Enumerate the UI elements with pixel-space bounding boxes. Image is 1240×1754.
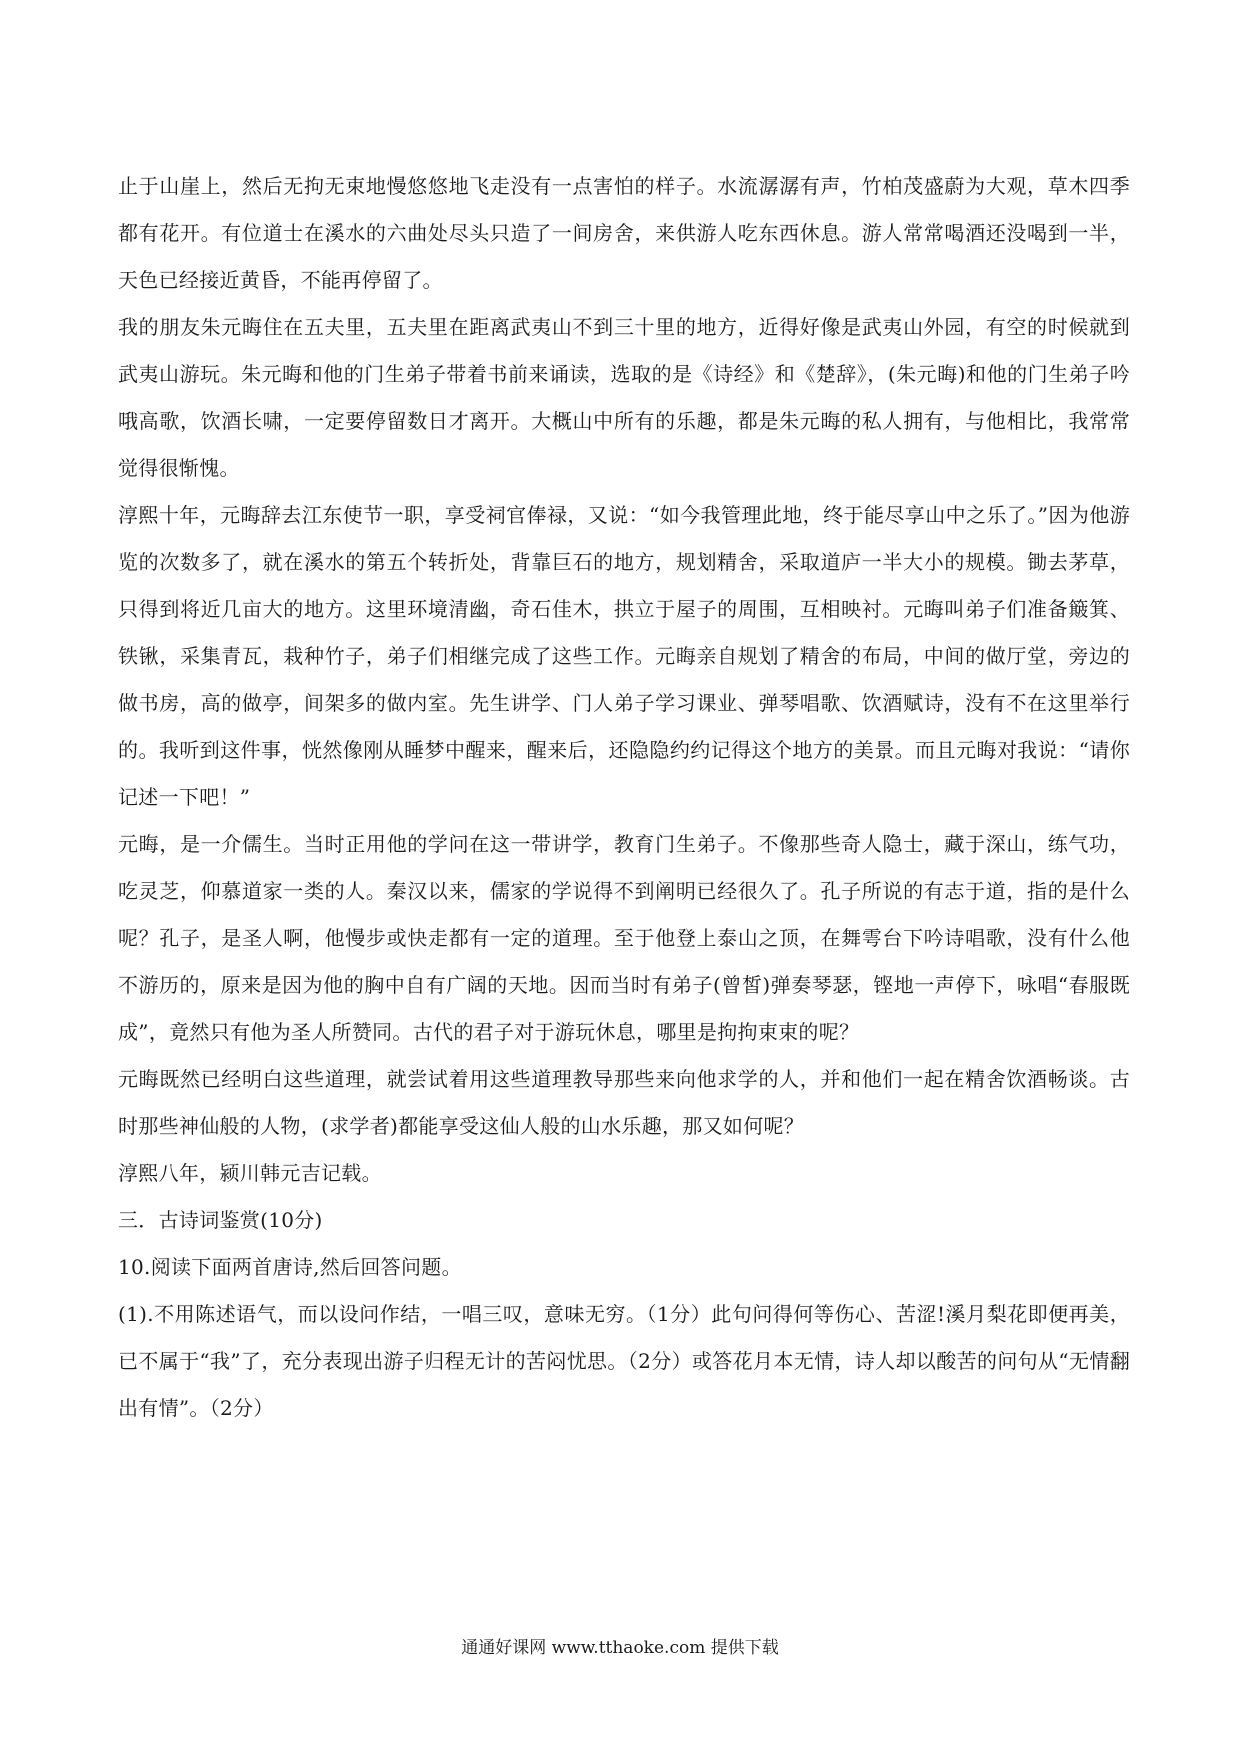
paragraph-4: 元晦，是一介儒生。当时正用他的学问在这一带讲学，教育门生弟子。不像那些奇人隐士，藏于深山，练气功，吃灵芝，仰慕道家一类的人。秦汉以来，儒家的学说得不到阐明已经很久了。孔子所说的有志于道，指的是什么呢？孔子，是圣人啊，他慢步或快走都有一定的道理。至于他登上泰山之顶，在舞雩台下吟诗唱歌，没有什么他不游历的，原来是因为他的胸中自有广阔的天地。因而当时有弟子(曾皙)弹奏琴瑟，铿地一声停下，咏唱“春服既成”，竟然只有他为圣人所赞同。古代的君子对于游玩休息，哪里是拘拘束束的呢？ [118,832,1130,1044]
answer-1: (1).不用陈述语气，而以设问作结，一唱三叹，意味无穷。（1分）此句问得何等伤心、苦涩!溪月梨花即便再美，已不属于“我”了，充分表现出游子归程无计的苦闷忧思。（2分）或答花月本无情，诗人却以酸苦的问句从“无情翻出有情”。（2分） [118,1302,1130,1420]
question-10: 10.阅读下面两首唐诗,然后回答问题。 [118,1255,462,1279]
page-footer: 通通好课网 www.tthaoke.com 提供下载 [461,1638,779,1658]
paragraph-1: 止于山崖上，然后无拘无束地慢悠悠地飞走没有一点害怕的样子。水流潺潺有声，竹柏茂盛蔚为大观，草木四季都有花开。有位道士在溪水的六曲处尽头只造了一间房舍，来供游人吃东西休息。游人常常喝酒还没喝到一半，天色已经接近黄昏，不能再停留了。 [118,174,1130,292]
section-heading: 三．古诗词鉴赏(10分) [118,1208,323,1232]
paragraph-5: 元晦既然已经明白这些道理，就尝试着用这些道理教导那些来向他求学的人，并和他们一起在精舍饮酒畅谈。古时那些神仙般的人物，(求学者)都能享受这仙人般的山水乐趣，那又如何呢？ [118,1067,1130,1138]
paragraph-2: 我的朋友朱元晦住在五夫里，五夫里在距离武夷山不到三十里的地方，近得好像是武夷山外园，有空的时候就到武夷山游玩。朱元晦和他的门生弟子带着书前来诵读，选取的是《诗经》和《楚辞》，(朱元晦)和他的门生弟子吟哦高歌，饮酒长啸，一定要停留数日才离开。大概山中所有的乐趣，都是朱元晦的私人拥有，与他相比，我常常觉得很惭愧。 [118,315,1130,480]
paragraph-attribution: 淳熙八年，颍川韩元吉记载。 [118,1161,382,1185]
document-body [118,163,1130,1432]
paragraph-3: 淳熙十年，元晦辞去江东使节一职，享受祠官俸禄，又说：“如今我管理此地，终于能尽享山中之乐了。”因为他游览的次数多了，就在溪水的第五个转折处，背靠巨石的地方，规划精舍，采取道庐一半大小的规模。锄去茅草，只得到将近几亩大的地方。这里环境清幽，奇石佳木，拱立于屋子的周围，互相映衬。元晦叫弟子们准备簸箕、铁锹，采集青瓦，栽种竹子，弟子们相继完成了这些工作。元晦亲自规划了精舍的布局，中间的做厅堂，旁边的做书房，高的做亭，间架多的做内室。先生讲学、门人弟子学习课业、弹琴唱歌、饮酒赋诗，没有不在这里举行的。我听到这件事，恍然像刚从睡梦中醒来，醒来后，还隐隐约约记得这个地方的美景。而且元晦对我说：“请你记述一下吧！” [118,503,1130,809]
